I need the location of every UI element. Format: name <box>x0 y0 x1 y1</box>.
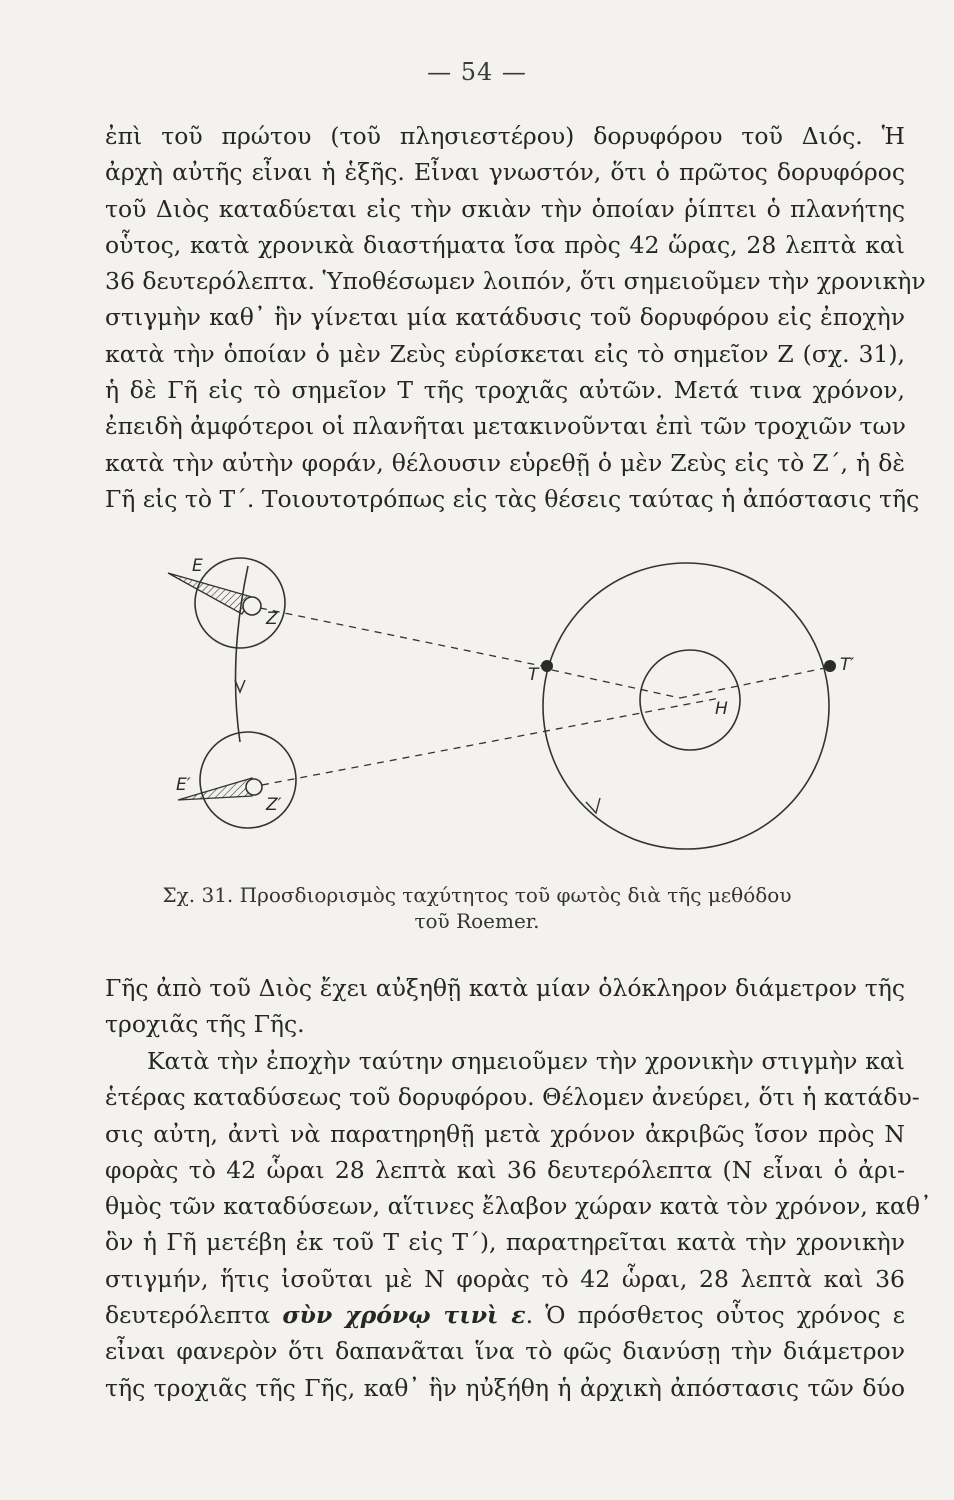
light-path-h-t-prime <box>680 668 825 698</box>
text-segment: δευτερόλεπτα <box>105 1301 283 1330</box>
text-line: τῆς τροχιᾶς τῆς Γῆς, καθ᾽ ἣν ηὐξήθη ἡ ἀρχικὴ ἀπόστασις τῶν δύο <box>105 1373 905 1402</box>
label-z: Z <box>266 609 278 629</box>
jupiter-shadow-upper <box>168 573 252 614</box>
text-line: τοῦ Διὸς καταδύεται εἰς τὴν σκιὰν τὴν ὁποίαν ῥίπτει ὁ πλανήτης <box>105 194 905 223</box>
label-t: T <box>528 665 539 685</box>
roemer-diagram <box>150 530 870 870</box>
caption-line: τοῦ Roemer. <box>414 909 540 933</box>
text-segment: . Ὁ πρόσθετος οὗτος χρόνος ε <box>525 1301 905 1330</box>
text-line: 36 δευτερόλεπτα. Ὑποθέσωμεν λοιπόν, ὅτι σημειοῦμεν τὴν χρονικὴν <box>105 267 926 296</box>
label-t-prime: T′ <box>840 655 855 675</box>
caption-line: Σχ. 31. Προσδιορισμὸς ταχύτητος τοῦ φωτὸς διὰ τῆς μεθόδου <box>162 883 792 907</box>
text-line: φορὰς τὸ 42 ὧραι 28 λεπτὰ καὶ 36 δευτερόλεπτα (Ν εἶναι ὁ ἀρι- <box>105 1155 905 1184</box>
figure-caption <box>0 882 954 934</box>
text-line: Κατὰ τὴν ἐποχὴν ταύτην σημειοῦμεν τὴν χρονικὴν στιγμὴν καὶ <box>147 1047 905 1075</box>
earth-point-t-prime <box>824 660 836 672</box>
text-line: θμὸς τῶν καταδύσεων, αἵτινες ἔλαβον χώραν κατὰ τὸν χρόνον, καθ᾽ <box>105 1192 932 1221</box>
top-paragraph <box>105 118 926 517</box>
text-line: οὗτος, κατὰ χρονικὰ διαστήματα ἴσα πρὸς 42 ὥρας, 28 λεπτὰ καὶ <box>105 230 905 259</box>
text-line: ἀρχὴ αὐτῆς εἶναι ἡ ἑξῆς. Εἶναι γνωστόν, ὅτι ὁ πρῶτος δορυφόρος <box>105 158 905 187</box>
text-line: ἐπειδὴ ἀμφότεροι οἱ πλανῆται μετακινοῦνται ἐπὶ τῶν τροχιῶν των <box>105 412 906 441</box>
page-number: — 54 — <box>427 58 527 86</box>
text-line: κατὰ τὴν ὁποίαν ὁ μὲν Ζεὺς εὑρίσκεται εἰς τὸ σημεῖον Ζ (σχ. 31), <box>105 339 905 368</box>
text-line: ἑτέρας καταδύσεως τοῦ δορυφόρου. Θέλομεν ἀνεύρει, ὅτι ἡ κατάδυ- <box>105 1083 920 1112</box>
orbit-direction-arrow <box>235 680 245 692</box>
bottom-paragraph-2 <box>105 1043 932 1406</box>
text-line: σις αὐτη, ἀντὶ νὰ παρατηρηθῇ μετὰ χρόνον ἀκριβῶς ἴσον πρὸς Ν <box>105 1119 905 1148</box>
label-h: H <box>715 699 728 719</box>
text-line: στιγμήν, ἥτις ἰσοῦται μὲ Ν φορὰς τὸ 42 ὧραι, 28 λεπτὰ καὶ 36 <box>105 1264 905 1293</box>
bottom-paragraph-1 <box>105 970 905 1043</box>
jupiter-z <box>243 597 261 615</box>
label-e-prime: E′ <box>176 775 191 795</box>
label-z-prime: Z′ <box>266 795 282 815</box>
light-path-z-prime <box>262 698 720 785</box>
earth-orbit <box>543 563 829 849</box>
earth-point-t <box>541 660 553 672</box>
light-path-z-t <box>260 608 542 666</box>
figure-31-diagram <box>150 530 870 870</box>
text-line: εἶναι φανερὸν ὅτι δαπανᾶται ἵνα τὸ φῶς διανύσῃ τὴν διάμετρον <box>105 1337 905 1366</box>
text-line: στιγμὴν καθ᾽ ἣν γίνεται μία κατάδυσις τοῦ δορυφόρου εἰς ἐποχὴν <box>105 303 905 332</box>
text-line: ἡ δὲ Γῆ εἰς τὸ σημεῖον Τ τῆς τροχιᾶς αὐτῶν. Μετά τινα χρόνον, <box>105 376 905 405</box>
text-line: Γῆ εἰς τὸ Τ΄. Τοιουτοτρόπως εἰς τὰς θέσεις ταύτας ἡ ἀπόστασις τῆς <box>105 484 920 513</box>
jupiter-z-prime <box>246 779 262 795</box>
text-line-with-emphasis <box>105 1297 905 1333</box>
light-path-t-h <box>552 670 680 698</box>
emphasized-phrase: σὺν χρόνῳ τινὶ ε <box>282 1301 526 1330</box>
text-line: τροχιᾶς τῆς Γῆς. <box>105 1010 305 1039</box>
text-line: ἐπὶ τοῦ πρώτου (τοῦ πλησιεστέρου) δορυφόρου τοῦ Διός. Ἡ <box>105 122 905 150</box>
label-e: E <box>192 556 203 576</box>
text-line: ὃν ἡ Γῆ μετέβη ἐκ τοῦ Τ εἰς Τ΄), παρατηρεῖται κατὰ τὴν χρονικὴν <box>105 1228 905 1257</box>
text-line: Γῆς ἀπὸ τοῦ Διὸς ἔχει αὐξηθῇ κατὰ μίαν ὁλόκληρον διάμετρον τῆς <box>105 974 905 1002</box>
text-line: κατὰ τὴν αὐτὴν φοράν, θέλουσιν εὑρεθῇ ὁ μὲν Ζεὺς εἰς τὸ Ζ΄, ἡ δὲ <box>105 448 905 477</box>
